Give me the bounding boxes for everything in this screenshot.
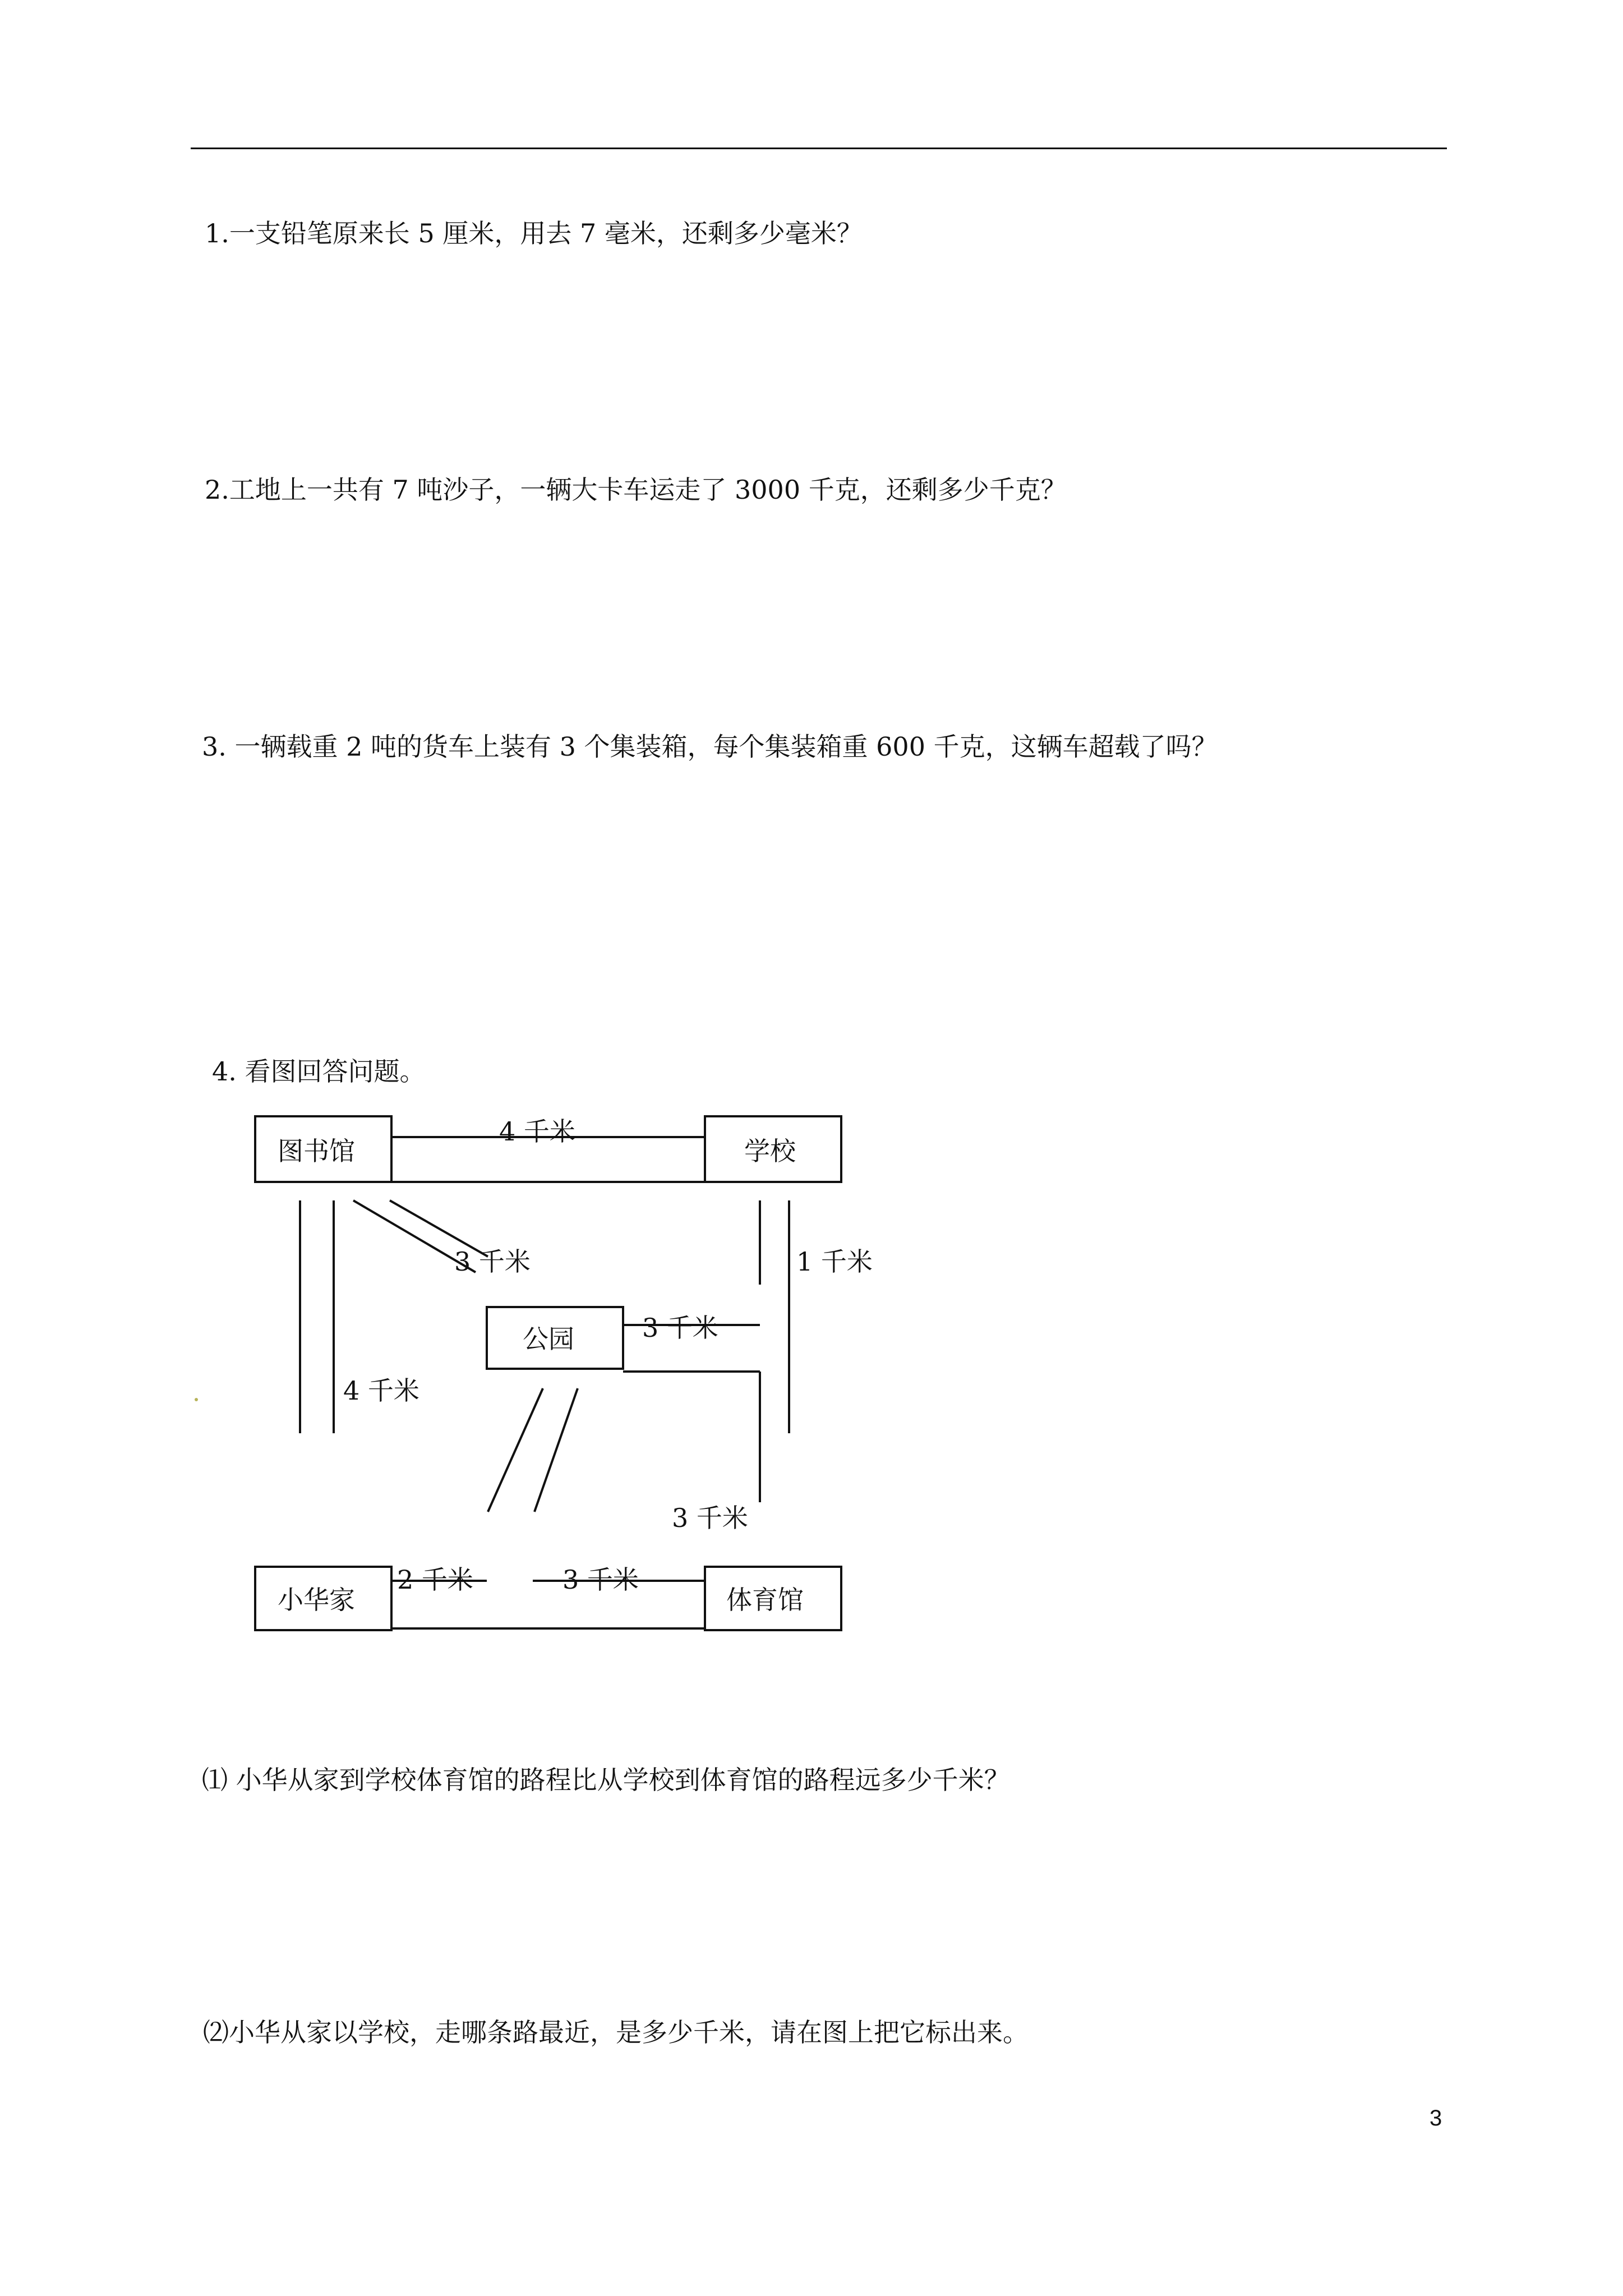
distance-mid-gym: 3 千米 — [562, 1565, 639, 1595]
library-label: 图书馆 — [278, 1136, 355, 1166]
home-label: 小华家 — [278, 1585, 355, 1615]
question-2: 2.工地上一共有 7 吨沙子，一辆大卡车运走了 3000 千克，还剩多少千克？ — [205, 475, 1067, 505]
park-label: 公园 — [523, 1324, 574, 1354]
question-4: 4. 看图回答问题。 — [212, 1056, 426, 1087]
question-1: 1.一支铅笔原来长 5 厘米，用去 7 毫米，还剩多少毫米？ — [205, 218, 863, 249]
stray-mark — [195, 1398, 198, 1401]
school-label: 学校 — [744, 1136, 796, 1166]
question-3: 3. 一辆载重 2 吨的货车上装有 3 个集装箱，每个集装箱重 600 千克，这辆车超载了吗？ — [202, 731, 1218, 762]
distance-library-home: 4 千米 — [343, 1375, 419, 1406]
distance-park-school: 3 千米 — [642, 1313, 718, 1343]
distance-library-school: 4 千米 — [499, 1116, 575, 1147]
gym-label: 体育馆 — [726, 1585, 804, 1615]
distance-school-gym: 1 千米 — [796, 1246, 873, 1277]
road-park-home-b — [534, 1388, 578, 1512]
distance-park-gym: 3 千米 — [672, 1503, 748, 1533]
distance-home-mid: 2 千米 — [397, 1565, 473, 1595]
page-number: 3 — [1430, 2106, 1442, 2131]
distance-library-park: 3 千米 — [454, 1246, 531, 1277]
road-park-home-a — [488, 1388, 543, 1512]
question-4-1: ⑴ 小华从家到学校体育馆的路程比从学校到体育馆的路程远多少千米？ — [202, 1765, 1010, 1795]
question-4-2: ⑵小华从家以学校，走哪条路最近，是多少千米，请在图上把它标出来。 — [203, 2017, 1029, 2047]
